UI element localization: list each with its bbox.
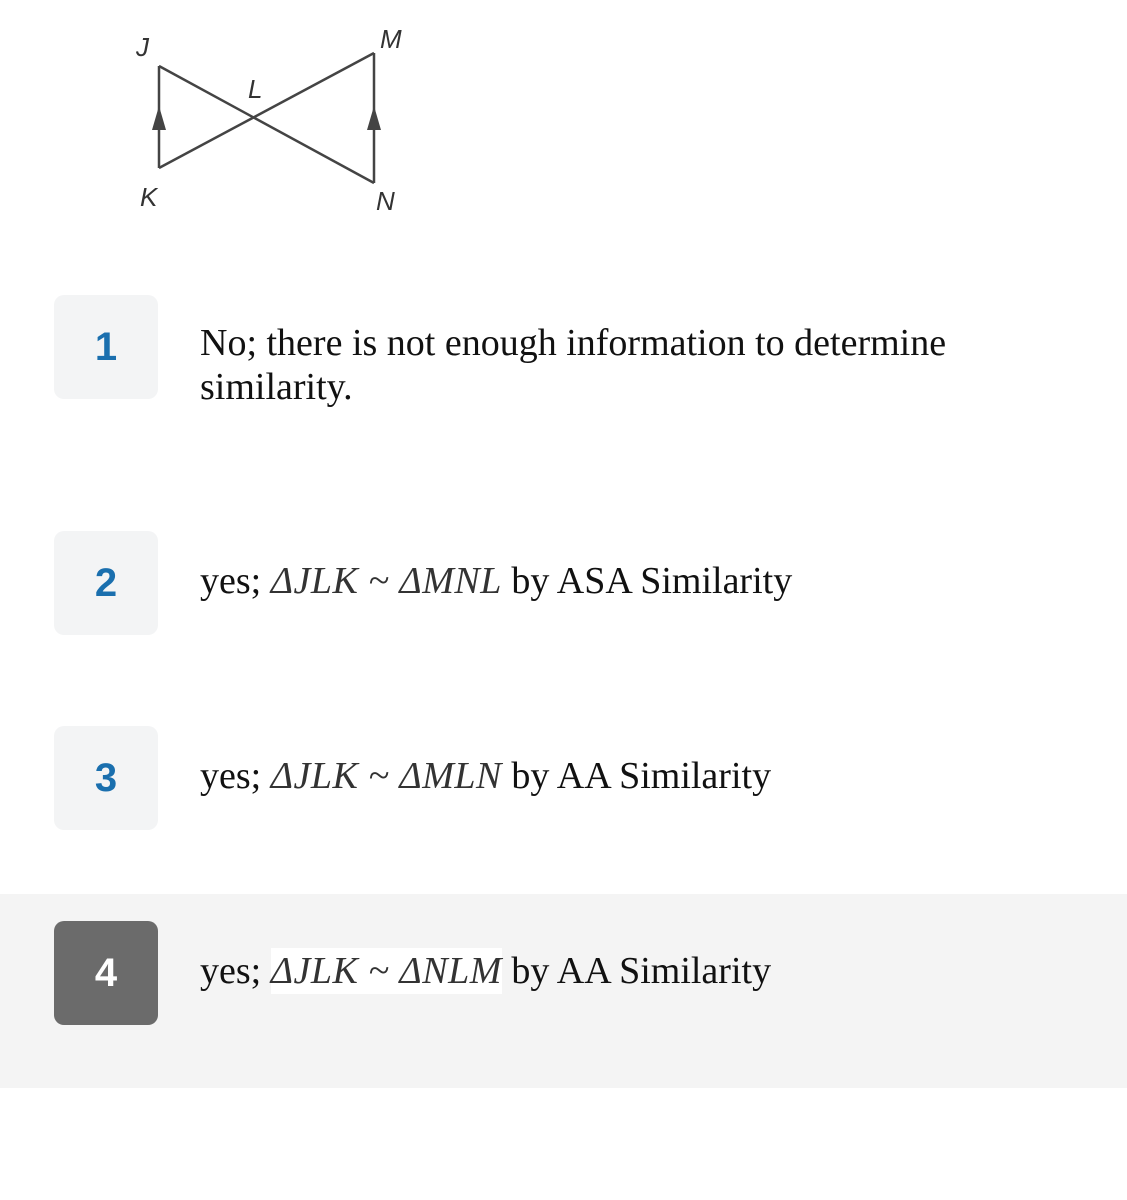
answer-option-4[interactable] — [0, 894, 1127, 1088]
segment-jn — [159, 66, 374, 183]
label-k: K — [140, 182, 158, 212]
option-2-math: ΔJLK ~ ΔMNL — [270, 560, 502, 602]
label-j: J — [136, 32, 149, 62]
label-m: M — [380, 24, 402, 54]
parallel-arrow-jk-icon — [152, 106, 166, 130]
option-4-suffix: by AA Similarity — [511, 950, 772, 992]
option-4-math: ΔJLK ~ ΔNLM — [270, 950, 502, 992]
option-2-button[interactable]: 2 — [54, 531, 158, 635]
triangle-figure — [110, 18, 430, 218]
answer-option-2[interactable] — [0, 531, 1127, 635]
label-n: N — [376, 186, 395, 216]
option-4-prefix: yes; — [200, 950, 262, 992]
option-2-text — [200, 559, 1017, 603]
option-1-text — [200, 321, 1017, 409]
answer-option-3[interactable] — [0, 726, 1127, 830]
parallel-arrow-mn-icon — [367, 106, 381, 130]
option-4-button[interactable]: 4 — [54, 921, 158, 1025]
option-3-button[interactable]: 3 — [54, 726, 158, 830]
bowtie-diagram — [110, 18, 430, 218]
option-3-math: ΔJLK ~ ΔMLN — [270, 755, 502, 797]
option-3-text — [200, 754, 1017, 798]
option-4-text — [200, 949, 1017, 993]
option-3-prefix: yes; — [200, 755, 262, 797]
segment-km — [159, 53, 374, 168]
answer-option-1[interactable] — [0, 295, 1127, 408]
option-2-prefix: yes; — [200, 560, 262, 602]
option-3-suffix: by AA Similarity — [511, 755, 772, 797]
label-l: L — [248, 74, 263, 104]
option-2-suffix: by ASA Similarity — [511, 560, 793, 602]
option-1-button[interactable]: 1 — [54, 295, 158, 399]
option-1-label: No; there is not enough information to determine similarity. — [200, 322, 947, 408]
